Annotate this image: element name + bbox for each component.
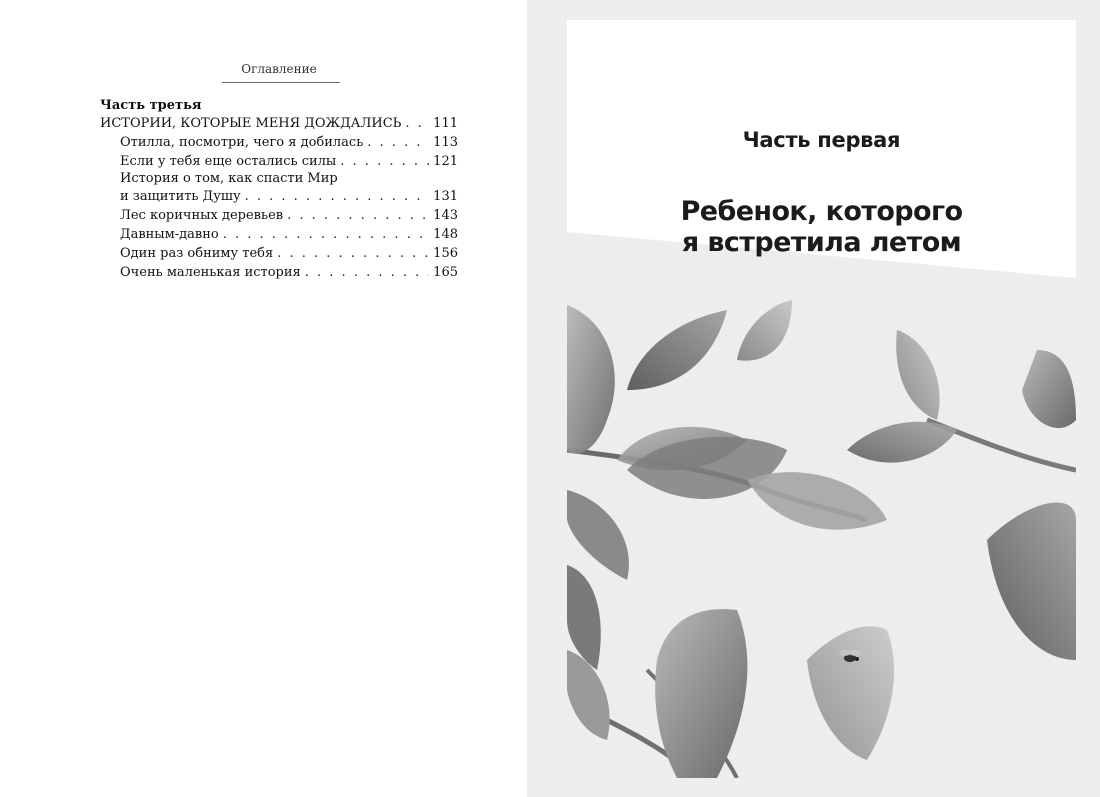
part-title: Часть первая	[742, 128, 901, 152]
toc-entry-title: Давным-давно	[120, 227, 219, 242]
toc-leader-dots	[305, 263, 429, 282]
toc-section[interactable]	[100, 114, 458, 133]
toc-entry-title: Отилла, посмотри, чего я добилась	[120, 135, 364, 150]
toc-entry-line2[interactable]	[100, 187, 458, 206]
toc-entry[interactable]	[100, 133, 458, 152]
toc-entry[interactable]	[100, 244, 458, 263]
toc-entry-title: Лес коричных деревьев	[120, 208, 284, 223]
toc-leader-dots	[405, 114, 429, 133]
toc-entry-title: История о том, как спасти Мир	[120, 171, 338, 186]
chapter-title-line2: я встретила летом	[681, 227, 962, 258]
toc-part-label: Часть третья	[100, 98, 202, 113]
toc-entry-title: и защитить Душу	[120, 189, 241, 204]
toc-section-page: 111	[433, 116, 458, 131]
toc-entry[interactable]	[100, 263, 458, 282]
toc-entry-title: Если у тебя еще остались силы	[120, 154, 337, 169]
toc-entry-line1[interactable]	[100, 171, 458, 187]
toc-entry-page: 121	[433, 154, 458, 169]
chapter-title	[567, 196, 1076, 258]
toc-leader-dots	[245, 187, 430, 206]
toc-leader-dots	[287, 206, 429, 225]
toc-leader-dots	[340, 152, 429, 171]
toc-entry-page: 148	[433, 227, 458, 242]
toc-leader-dots	[367, 133, 429, 152]
toc-entry-page: 131	[433, 189, 458, 204]
toc-entry[interactable]	[100, 206, 458, 225]
toc-entry-page: 113	[433, 135, 458, 150]
toc-entry-title: Один раз обниму тебя	[120, 246, 274, 261]
running-head-rule	[222, 82, 340, 83]
toc-section-title: ИСТОРИИ, КОТОРЫЕ МЕНЯ ДОЖДАЛИСЬ	[100, 116, 402, 131]
toc-entry-page: 156	[433, 246, 458, 261]
toc-entry-page: 165	[433, 265, 458, 280]
toc-leader-dots	[277, 244, 429, 263]
table-of-contents	[100, 97, 458, 282]
toc-entry[interactable]	[100, 152, 458, 171]
toc-entry[interactable]	[100, 225, 458, 244]
toc-entry-page: 143	[433, 208, 458, 223]
running-head: Оглавление	[241, 62, 317, 76]
chapter-title-line1: Ребенок, которого	[680, 196, 963, 227]
toc-leader-dots	[223, 225, 429, 244]
toc-entry-title: Очень маленькая история	[120, 265, 301, 280]
left-page	[0, 0, 527, 797]
